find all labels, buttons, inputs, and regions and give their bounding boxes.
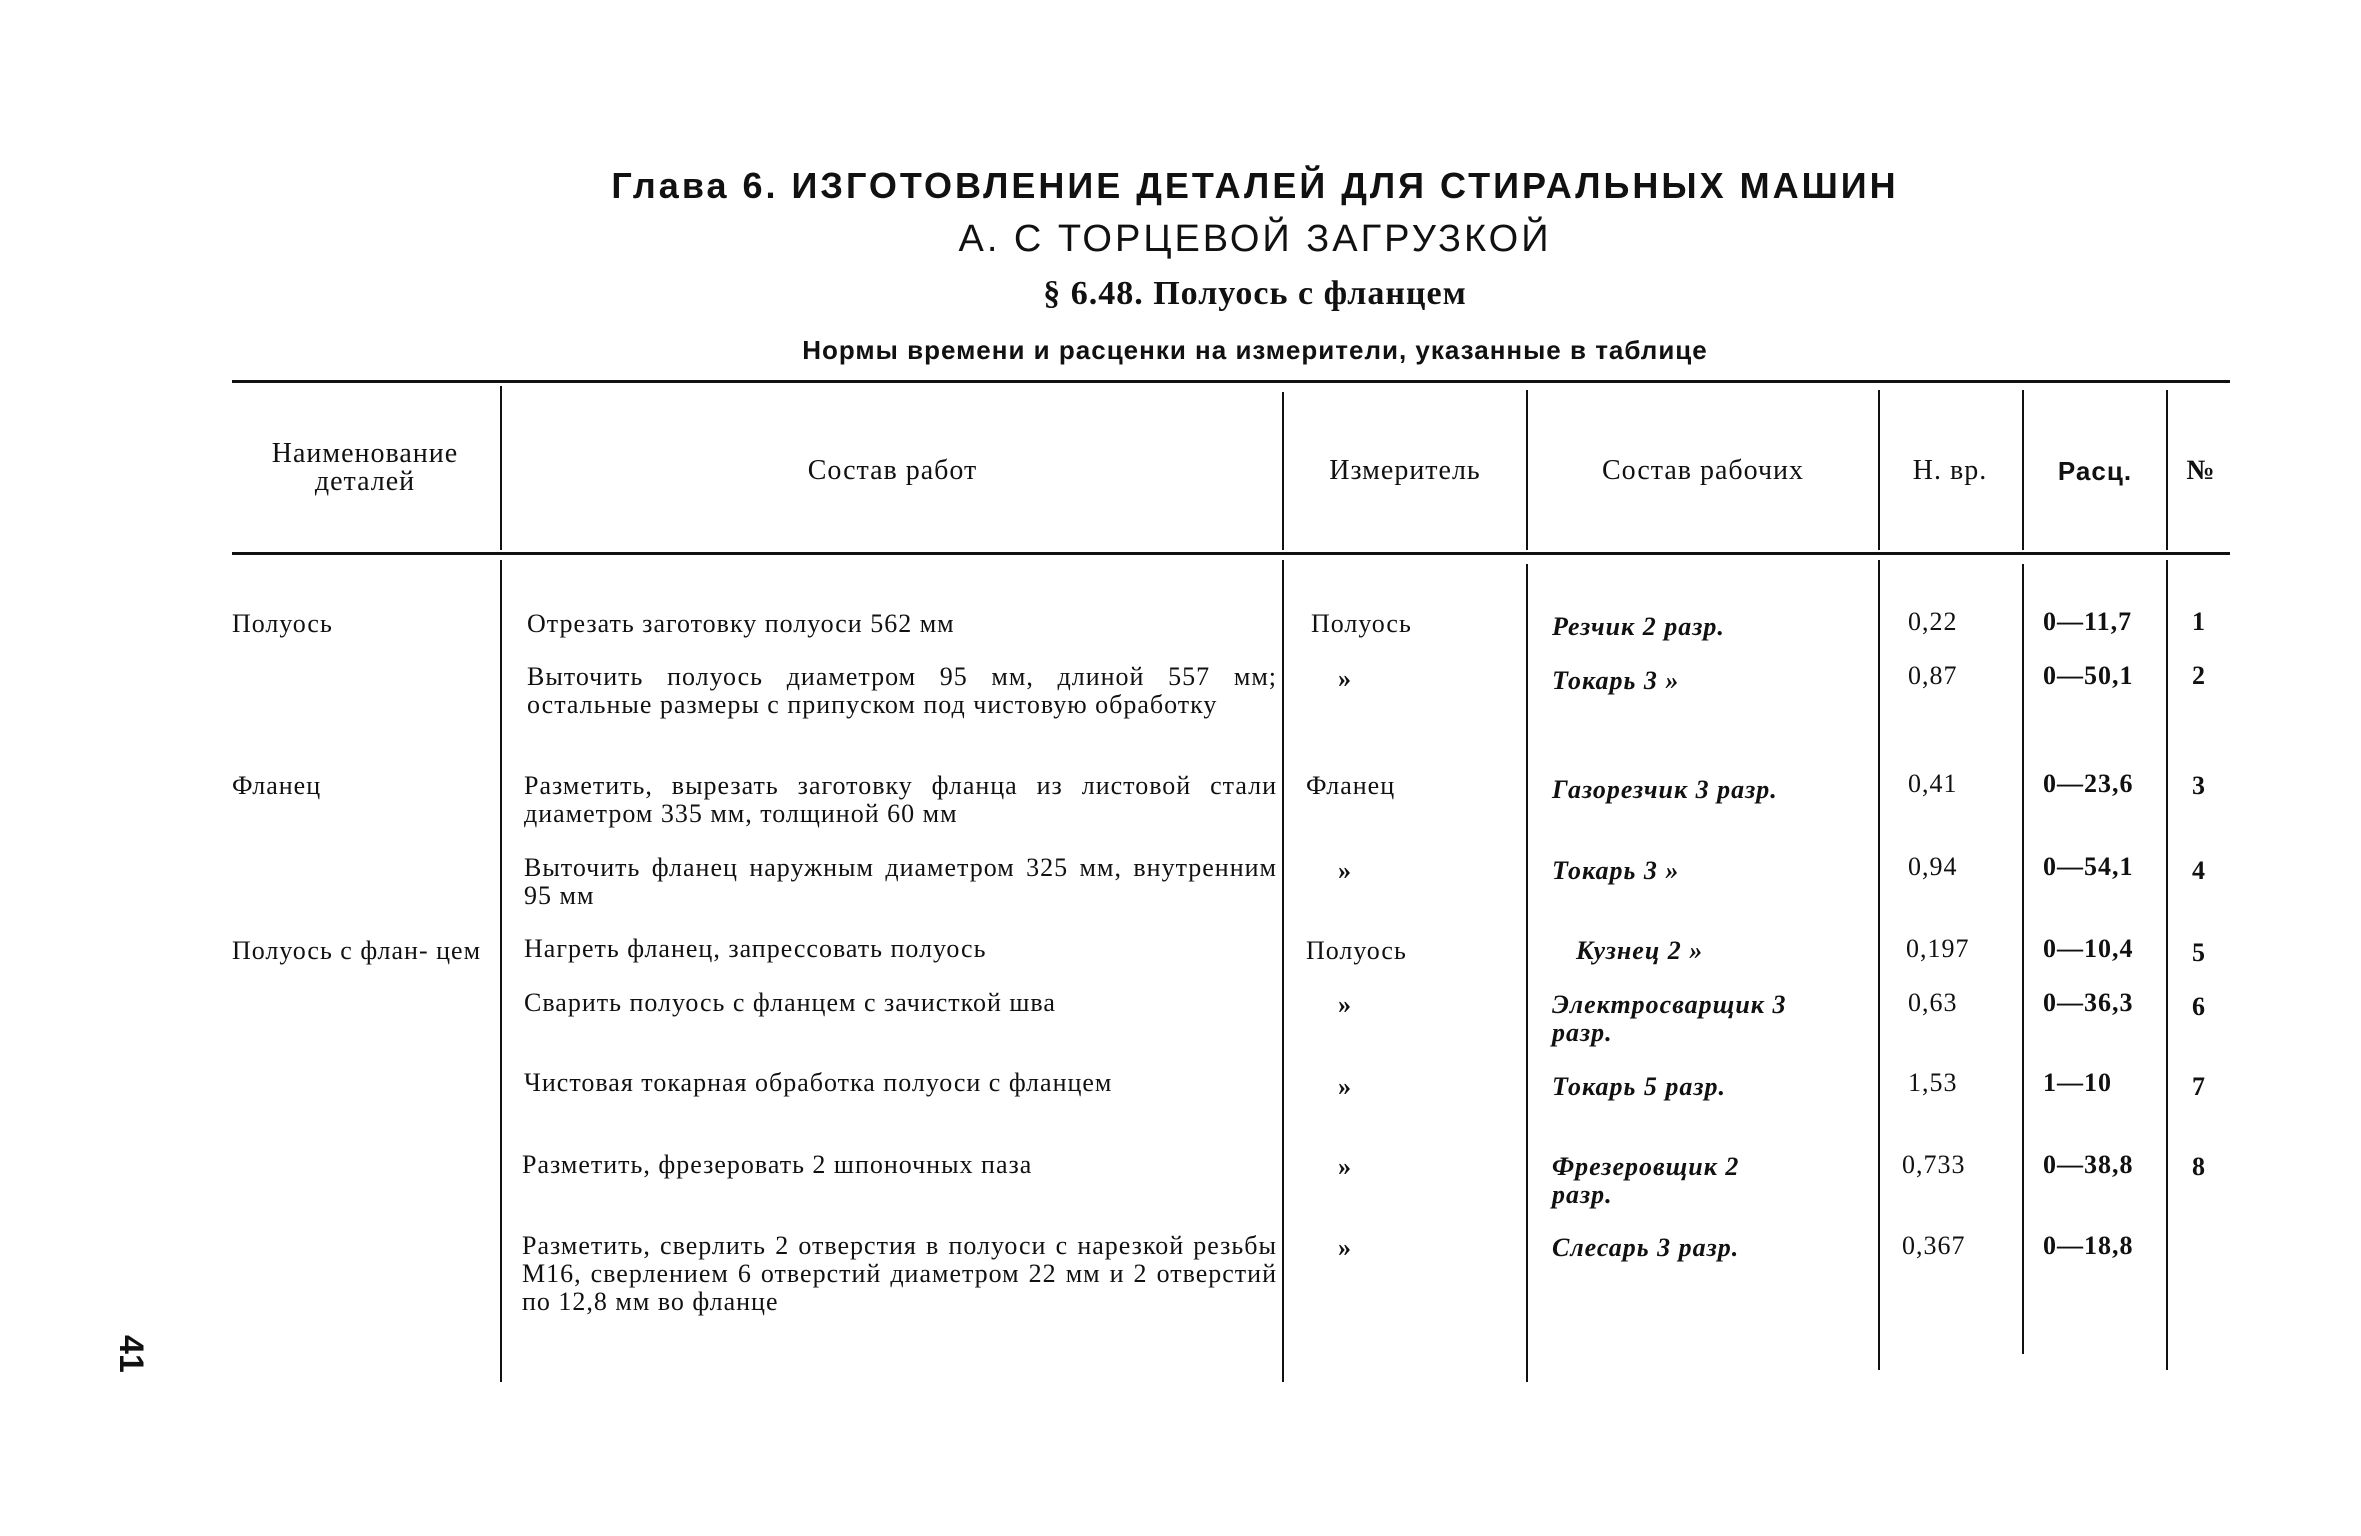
- row-number: 3: [2192, 771, 2206, 800]
- col-divider-6: [2166, 390, 2168, 550]
- header-time: Н. вр.: [1912, 455, 1988, 486]
- unit: Полуось: [1306, 936, 1407, 965]
- rate: 0—36,3: [2043, 988, 2134, 1017]
- time-norm: 1,53: [1908, 1068, 1958, 1097]
- rate: 0—23,6: [2043, 769, 2134, 798]
- row-number: 6: [2192, 992, 2206, 1021]
- table-caption: Нормы времени и расценки на измерители, указанные в таблице: [802, 335, 1708, 365]
- part-name: Фланец: [232, 771, 322, 800]
- workers: Кузнец 2 »: [1576, 936, 1704, 965]
- time-norm: 0,22: [1908, 607, 1958, 636]
- unit: »: [1338, 1233, 1352, 1262]
- header-unit: Измеритель: [1329, 455, 1481, 486]
- time-norm: 0,63: [1908, 988, 1958, 1017]
- unit: Фланец: [1306, 771, 1396, 800]
- workers: Токарь 3 »: [1552, 666, 1680, 695]
- workers: Электросварщик 3 разр.: [1552, 990, 1787, 1047]
- workers: Резчик 2 разр.: [1552, 612, 1725, 641]
- time-norm: 0,367: [1902, 1231, 1966, 1260]
- rate: 0—54,1: [2043, 852, 2134, 881]
- col-divider-4-body: [1878, 560, 1880, 1370]
- time-norm: 0,94: [1908, 852, 1958, 881]
- unit: »: [1338, 1072, 1352, 1101]
- work-description: Отрезать заготовку полуоси 562 мм: [527, 609, 955, 638]
- work-description: Разметить, фрезеровать 2 шпоночных паза: [522, 1150, 1033, 1179]
- header-rate: Расц.: [2057, 456, 2133, 486]
- col-divider-3: [1526, 390, 1528, 550]
- row-number: 7: [2192, 1072, 2206, 1101]
- work-description: Выточить полуось диаметром 95 мм, длиной 557 мм; остальные размеры с припуском под чистовую обработку: [527, 662, 1277, 719]
- part-name: Полуось с флан- цем: [232, 936, 482, 965]
- col-divider-1-body: [500, 560, 502, 1382]
- row-number: 5: [2192, 938, 2206, 967]
- time-norm: 0,87: [1908, 661, 1958, 690]
- workers: Токарь 3 »: [1552, 856, 1680, 885]
- header-num: №: [2186, 455, 2216, 486]
- work-description: Разметить, сверлить 2 отверстия в полуоси с нарезкой резьбы М16, сверлением 6 отверстий диаметром 22 мм и 2 отверстий по 12,8 мм во фланце: [522, 1231, 1277, 1316]
- col-divider-4: [1878, 390, 1880, 550]
- unit: Полуось: [1311, 609, 1412, 638]
- col-divider-1: [500, 386, 502, 550]
- work-description: Чистовая токарная обработка полуоси с фланцем: [524, 1068, 1113, 1097]
- workers: Фрезеровщик 2 разр.: [1552, 1152, 1740, 1209]
- section-title: § 6.48. Полуось с фланцем: [1043, 275, 1467, 312]
- rate: 0—50,1: [2043, 661, 2134, 690]
- workers: Слесарь 3 разр.: [1552, 1233, 1740, 1262]
- page-number: 41: [112, 1335, 150, 1373]
- unit: »: [1338, 1152, 1352, 1181]
- workers: Токарь 5 разр.: [1552, 1072, 1726, 1101]
- row-number: 1: [2192, 607, 2206, 636]
- header-part: Наименование деталей: [271, 438, 459, 497]
- rate: 0—11,7: [2043, 607, 2133, 636]
- chapter-title: Глава 6. ИЗГОТОВЛЕНИЕ ДЕТАЛЕЙ ДЛЯ СТИРАЛЬНЫХ МАШИН: [611, 165, 1899, 206]
- workers: Газорезчик 3 разр.: [1552, 775, 1778, 804]
- work-description: Сварить полуось с фланцем с зачисткой шва: [524, 988, 1056, 1017]
- table-top-rule: [232, 380, 2230, 383]
- subchapter-title: А. С ТОРЦЕВОЙ ЗАГРУЗКОЙ: [958, 218, 1552, 260]
- col-divider-6-body: [2166, 560, 2168, 1370]
- time-norm: 0,733: [1902, 1150, 1966, 1179]
- rate: 0—18,8: [2043, 1231, 2134, 1260]
- time-norm: 0,197: [1906, 934, 1970, 963]
- header-work: Состав работ: [807, 455, 978, 486]
- unit: »: [1338, 664, 1352, 693]
- row-number: 8: [2192, 1152, 2206, 1181]
- header-workers: Состав рабочих: [1601, 455, 1805, 486]
- work-description: Разметить, вырезать заготовку фланца из листовой стали диаметром 335 мм, толщиной 60 мм: [524, 771, 1277, 828]
- col-divider-2: [1282, 392, 1284, 550]
- rate: 0—10,4: [2043, 934, 2134, 963]
- col-divider-5-body: [2022, 564, 2024, 1354]
- col-divider-5: [2022, 390, 2024, 550]
- part-name: Полуось: [232, 609, 333, 638]
- header-bottom-rule: [232, 552, 2230, 555]
- row-number: 2: [2192, 661, 2206, 690]
- work-description: Нагреть фланец, запрессовать полуось: [524, 934, 987, 963]
- unit: »: [1338, 990, 1352, 1019]
- rate: 1—10: [2043, 1068, 2112, 1097]
- row-number: 4: [2192, 856, 2206, 885]
- work-description: Выточить фланец наружным диаметром 325 мм, внутренним 95 мм: [524, 853, 1277, 910]
- time-norm: 0,41: [1908, 769, 1958, 798]
- col-divider-3-body: [1526, 564, 1528, 1382]
- unit: »: [1338, 856, 1352, 885]
- rate: 0—38,8: [2043, 1150, 2134, 1179]
- col-divider-2-body: [1282, 560, 1284, 1382]
